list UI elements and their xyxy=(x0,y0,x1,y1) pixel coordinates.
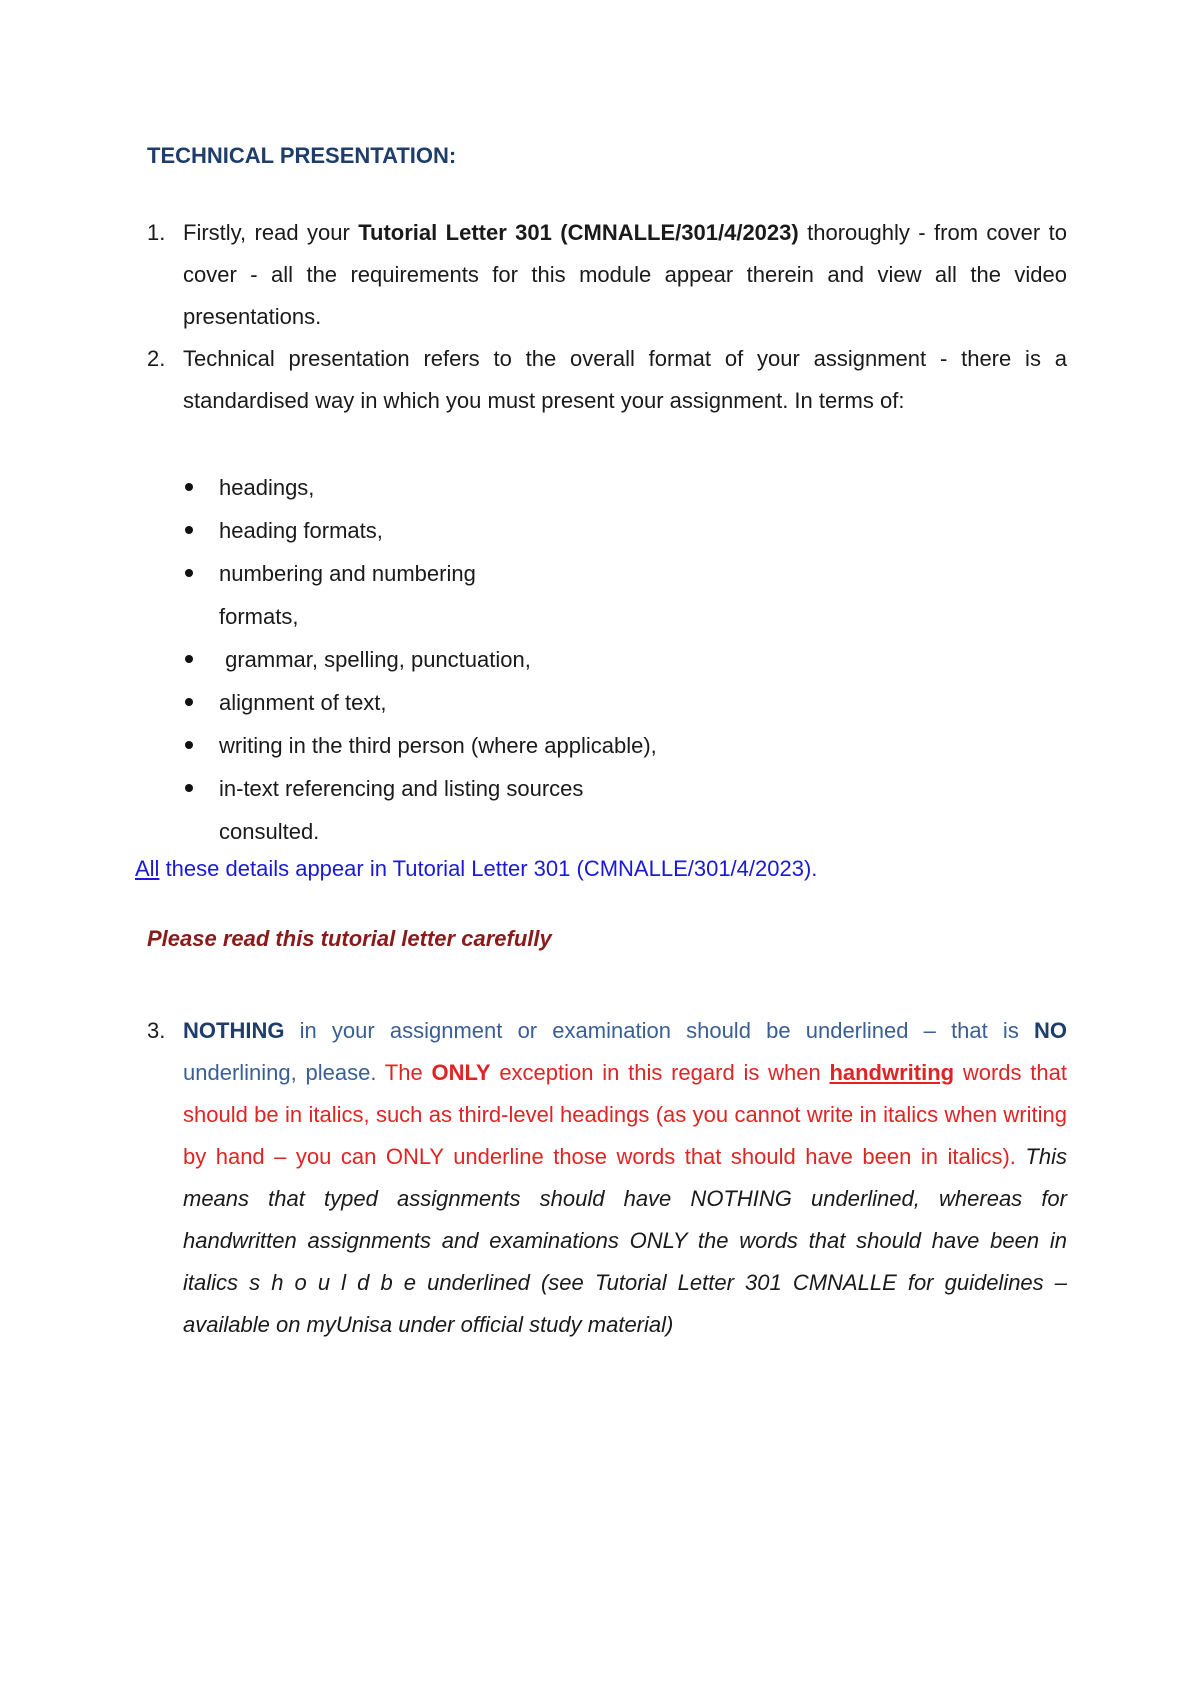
numbered-item-1 xyxy=(147,212,1067,338)
item-text: underlining, please. xyxy=(183,1060,377,1085)
bullet-icon xyxy=(185,483,193,491)
numbered-item-3 xyxy=(147,1010,1067,1346)
list-item-text: alignment of text, xyxy=(219,690,387,715)
list-item xyxy=(183,638,783,681)
list-item-text: headings, xyxy=(219,475,315,500)
bullet-icon xyxy=(185,784,193,792)
list-item-text: numbering and numbering formats, xyxy=(219,561,476,629)
list-item xyxy=(183,552,519,638)
italic-text: This means that typed assignments should have NOTHING underlined, whereas for handwritten assignments and examinations ONLY the words that should have been in italics s h o u l d b e underlined (see Tutorial Letter 301 CMNALLE for guidelines – available on myUnisa under official study material) xyxy=(183,1144,1067,1337)
item-body xyxy=(183,1010,1067,1346)
emphasis-handwriting: handwriting xyxy=(829,1060,955,1085)
details-note xyxy=(135,856,817,882)
list-item xyxy=(183,509,783,552)
list-item-text: in-text referencing and listing sources consulted. xyxy=(219,776,584,844)
item-body xyxy=(183,212,1067,338)
emphasis-no: NO xyxy=(1034,1018,1067,1043)
bullet-list xyxy=(183,466,783,853)
careful-reading-note: Please read this tutorial letter carefully xyxy=(147,926,552,951)
list-item xyxy=(183,724,783,767)
list-item xyxy=(183,681,783,724)
bullet-icon xyxy=(185,698,193,706)
item-text: thoroughly - from cover to cover - all the requirements for this module appear therein and view all the video presentations. xyxy=(183,220,1067,329)
item-text: in your assignment or examination should be underlined – that is xyxy=(284,1018,1034,1043)
list-item xyxy=(183,767,649,853)
numbered-item-2 xyxy=(147,338,1067,422)
item-text: words that should be in italics, such as third-level headings (as you cannot write in italics when writing by hand – you can ONLY underline those words that should have been in italics). xyxy=(183,1060,1067,1169)
list-item-text: grammar, spelling, punctuation, xyxy=(219,647,531,672)
list-item-text: writing in the third person (where applicable), xyxy=(219,733,657,758)
bullet-icon xyxy=(185,741,193,749)
details-note-text: these details appear in Tutorial Letter 301 (CMNALLE/301/4/2023). xyxy=(159,856,818,881)
item-number: 1. xyxy=(147,220,166,245)
item-number: 3. xyxy=(147,1018,166,1043)
bullet-icon xyxy=(185,655,193,663)
tutorial-letter-reference: Tutorial Letter 301 (CMNALLE/301/4/2023) xyxy=(358,220,799,245)
item-number: 2. xyxy=(147,346,166,371)
list-item xyxy=(183,466,783,509)
item-text: exception in this regard is when xyxy=(490,1060,830,1085)
list-item-text: heading formats, xyxy=(219,518,383,543)
emphasis-nothing: NOTHING xyxy=(183,1018,285,1043)
item-body: Technical presentation refers to the overall format of your assignment - there is a standardised way in which you must present your assignment. In terms of: xyxy=(183,346,1067,413)
item-text: Firstly, read your xyxy=(183,220,359,245)
item-text: The xyxy=(376,1060,432,1085)
emphasis-only: ONLY xyxy=(431,1060,491,1085)
underlined-word: All xyxy=(135,856,160,881)
bullet-icon xyxy=(185,526,193,534)
bullet-icon xyxy=(185,569,193,577)
section-heading: TECHNICAL PRESENTATION: xyxy=(147,143,457,168)
